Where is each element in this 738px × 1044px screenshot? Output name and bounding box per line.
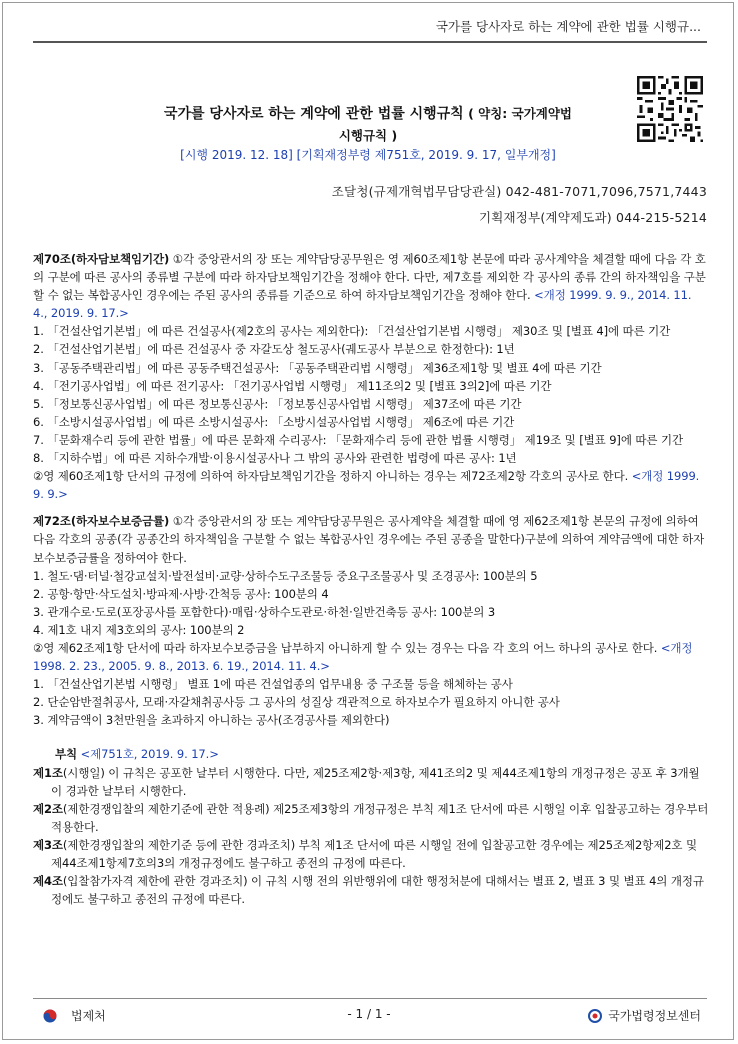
article-70-amend-note[interactable]: <개정 1999. 9. 9., 2014. 11. 4., 2019. 9. 17.> [33,288,692,321]
article-70-para-2-amend-note[interactable]: <개정 1999. 9. 9.> [33,469,700,502]
header-divider [33,41,707,43]
contact-procurement: 조달청(규제개혁법무담당관실) 042-481-7071,7096,7571,7443 [331,184,707,199]
document-body [33,250,709,908]
footer-right [587,1007,701,1024]
title-main: 국가를 당사자로 하는 계약에 관한 법률 시행규칙 [163,106,464,122]
addendum-article-text: (제한경쟁입찰의 제한기준 등에 관한 경과조치) 부칙 제1조 단서에 따른 시행일 전에 입찰공고한 경우에는 제25조제2항제2호 및 제44조제1항제7호의3의 개정규정에도 불구하고 종전의 규정에 따른다. [51,837,697,870]
article-72-amend-note[interactable]: <개정 1998. 2. 23., 2005. 9. 8., 2013. 6. 19., 2014. 11. 4.> [33,640,693,674]
article-72-para-1 [33,512,709,566]
list-item: 2. 「건설산업기본법」에 따른 건설공사 중 자갈도상 철도공사(궤도공사 부분으로 한정한다): 1년 [33,342,515,357]
article-70-title: 제70조(하자담보책임기간) [33,252,170,266]
list-item: 4. 제1호 내지 제3호외의 공사: 100분의 2 [33,622,245,637]
list-item: 3. 「공동주택관리법」에 따른 공동주택건설공사: 「공동주택관리법 시행령」 제36조제1항 및 별표 4에 따른 기간 [33,360,602,375]
list-item: 6. 「소방시설공사업법」에 따른 소방시설공사: 「소방시설공사업법 시행령」 제6조에 따른 기간 [33,414,515,429]
article-72-title: 제72조(하자보수보증금률) [33,514,170,529]
list-item: 5. 「정보통신공사업법」에 따른 정보통신공사: 「정보통신공사업법 시행령」 제37조에 따른 기간 [33,396,522,411]
article-70-para-1-text: ①각 중앙관서의 장 또는 계약담당공무원은 영 제60조제1항 본문에 따라 공사계약을 체결할 때에 다음 각 호의 구분에 따른 공사의 종류별 구분에 따라 하자담보책임기간을 정해야 한다. 다만, 제7호를 제외한 각 공사의 종류 간의 하자책임을 구분할 수 없는 복합공사인 경우에는 주된 공사의 종류를 기준으로 하여 하자담보책임기간을 정해야 한다. [33,252,706,303]
article-72-para-2-text: ②영 제62조제1항 단서에 따라 하자보수보증금을 납부하지 아니하게 할 수 있는 경우는 다음 각 호의 어느 하나의 공사로 한다. [33,640,658,655]
addendum-article-4 [33,872,709,908]
addendum-article-3 [33,836,709,872]
list-item: 1. 「건설산업기본법 시행령」 별표 1에 따른 건설업종의 업무내용 중 구조물 등을 해체하는 공사 [33,677,513,692]
page-number: - 1 / 1 - [347,1007,391,1021]
article-70-para-2-text: ②영 제60조제1항 단서의 규정에 의하여 하자담보책임기간을 정하지 아니하는 경우는 제72조제2항 각호의 공사로 한다. [33,469,629,484]
addendum-heading [33,745,709,763]
article-72-para-2 [33,639,709,675]
list-item: 1. 「건설산업기본법」에 따른 건설공사(제2호의 공사는 제외한다): 「건설산업기본법 시행령」 제30조 및 [별표 4]에 따른 기간 [33,324,671,339]
addendum-article-text: (제한경쟁입찰의 제한기준에 관한 적용례) 제25조제3항의 개정규정은 부칙 제1조 단서에 따른 시행일 이후 입찰공고하는 경우부터 적용한다. [51,801,709,834]
footer-divider [33,998,707,999]
list-item: 3. 계약금액이 3천만원을 초과하지 아니하는 공사(조경공사를 제외한다) [33,713,390,728]
article-70-para-2 [33,467,709,503]
enactment-info[interactable]: [시행 2019. 12. 18] [기획재정부령 제751호, 2019. 9. 17, 일부개정] [180,148,556,162]
document-page [2,2,734,1040]
footer-agency: 법제처 [71,1009,106,1023]
contact-finance: 기획재정부(계약제도과) 044-215-5214 [478,210,707,225]
addendum-article-number: 제3조 [33,837,63,852]
list-item: 8. 「지하수법」에 따른 지하수개발·이용시설공사나 그 밖의 공사와 관련한 법령에 따른 공사: 1년 [33,451,517,466]
law-center-logo-icon [587,1009,603,1023]
title-abbreviation-end: 시행규칙 ) [338,128,398,143]
addendum-article-number: 제4조 [33,874,63,889]
title-abbreviation: ( 약칭: 국가계약법 [463,106,573,121]
list-item: 2. 단순암반절취공사, 모래·자갈채취공사등 그 공사의 성질상 객관적으로 하자보수가 필요하지 아니한 공사 [33,695,560,710]
addendum-amend-note[interactable]: <제751호, 2019. 9. 17.> [77,747,219,762]
list-item: 2. 공항·항만·삭도설치·방파제·사방·간척등 공사: 100분의 4 [33,586,329,601]
addendum-article-text: (시행일) 이 규칙은 공포한 날부터 시행한다. 다만, 제25조제2항·제3항, 제41조의2 및 제44조제1항의 개정규정은 공포 후 3개월이 경과한 날부터 시행한다. [51,765,700,798]
list-item: 3. 관개수로·도로(포장공사를 포함한다)·매립·상하수도관로·하천·일반건축등 공사: 100분의 3 [33,604,496,619]
qr-code-icon [637,76,703,142]
footer-center-name[interactable]: 국가법령정보센터 [608,1009,701,1023]
document-title [103,103,633,147]
addendum-title: 부칙 [55,747,78,762]
list-item: 1. 철도·댐·터널·철강교설치·발전설비·교량·상하수도구조물등 중요구조물공사 및 조경공사: 100분의 5 [33,568,538,583]
article-72-para-1-text: ①각 중앙관서의 장 또는 계약담당공무원은 공사계약을 체결할 때에 영 제62조제1항 본문의 규정에 의하여 다음 각호의 공종(각 공종간의 하자책임을 구분할 수 없는 복합공사인 경우에는 주된 공종을 말한다)구분에 의하여 계약금액에 대한 하자보수보증금률을 정하여야 한다. [33,514,705,565]
addendum-article-number: 제2조 [33,801,63,816]
addendum-article-number: 제1조 [33,765,63,780]
list-item: 4. 「전기공사업법」에 따른 전기공사: 「전기공사업법 시행령」 제11조의2 및 [별표 3의2]에 따른 기간 [33,378,552,393]
addendum-article-text: (입찰참가자격 제한에 관한 경과조치) 이 규칙 시행 전의 위반행위에 대한 행정처분에 대해서는 별표 2, 별표 3 및 별표 4의 개정규정에도 불구하고 종전의 규정에 따른다. [51,874,704,907]
addendum-article-1 [33,764,709,800]
addendum-article-2 [33,800,709,836]
running-title: 국가를 당사자로 하는 계약에 관한 법률 시행규... [435,19,701,34]
list-item: 7. 「문화재수리 등에 관한 법률」에 따른 문화재 수리공사: 「문화재수리 등에 관한 법률 시행령」 제19조 및 [별표 9]에 따른 기간 [33,432,683,447]
article-70-para-1 [33,250,709,322]
